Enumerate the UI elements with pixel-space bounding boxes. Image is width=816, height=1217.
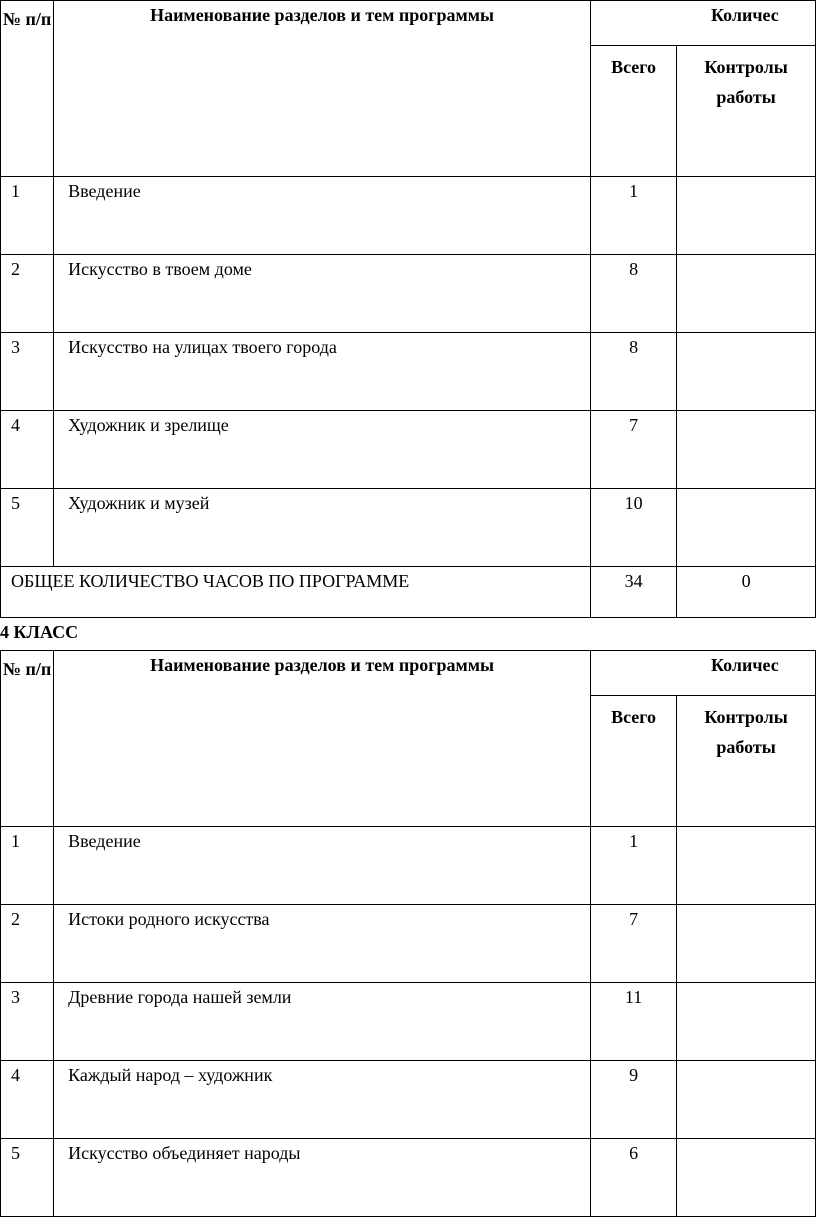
table-row (1, 411, 816, 489)
total-ctrl: 0 (677, 567, 816, 618)
row-num: 2 (1, 905, 54, 983)
table-row (1, 983, 816, 1061)
row-ctrl (677, 1061, 816, 1139)
header-all: Всего (591, 696, 677, 827)
table-row (1, 333, 816, 411)
row-all: 10 (591, 489, 677, 567)
row-all: 1 (591, 827, 677, 905)
row-num: 3 (1, 983, 54, 1061)
table-row (1, 1061, 816, 1139)
row-ctrl (677, 177, 816, 255)
header-ctrl: Контролы работы (677, 46, 816, 177)
table-row (1, 1139, 816, 1217)
row-name: Каждый народ – художник (54, 1061, 591, 1139)
row-num: 5 (1, 1139, 54, 1217)
row-all: 11 (591, 983, 677, 1061)
row-name: Введение (54, 827, 591, 905)
row-num: 4 (1, 411, 54, 489)
header-all: Всего (591, 46, 677, 177)
row-all: 7 (591, 411, 677, 489)
row-ctrl (677, 255, 816, 333)
table-row (1, 905, 816, 983)
row-name: Введение (54, 177, 591, 255)
row-num: 1 (1, 827, 54, 905)
header-num: № п/п (1, 651, 54, 827)
header-name: Наименование разделов и тем программы (54, 651, 591, 827)
row-num: 3 (1, 333, 54, 411)
section-title: 4 КЛАСС (0, 622, 79, 642)
table-row (1, 177, 816, 255)
header-num: № п/п (1, 1, 54, 177)
table-row (1, 489, 816, 567)
header-qty: Количес (591, 1, 816, 46)
row-num: 4 (1, 1061, 54, 1139)
row-all: 6 (591, 1139, 677, 1217)
row-name: Художник и музей (54, 489, 591, 567)
row-name: Искусство в твоем доме (54, 255, 591, 333)
row-all: 1 (591, 177, 677, 255)
row-ctrl (677, 333, 816, 411)
row-num: 1 (1, 177, 54, 255)
program-table-2 (0, 650, 816, 1217)
header-name: Наименование разделов и тем программы (54, 1, 591, 177)
row-ctrl (677, 411, 816, 489)
row-ctrl (677, 905, 816, 983)
row-name: Искусство на улицах твоего города (54, 333, 591, 411)
header-qty: Количес (591, 651, 816, 696)
row-ctrl (677, 827, 816, 905)
row-name: Древние города нашей земли (54, 983, 591, 1061)
total-label: ОБЩЕЕ КОЛИЧЕСТВО ЧАСОВ ПО ПРОГРАММЕ (1, 567, 591, 618)
table-row (1, 255, 816, 333)
row-all: 7 (591, 905, 677, 983)
row-ctrl (677, 489, 816, 567)
row-ctrl (677, 983, 816, 1061)
row-all: 9 (591, 1061, 677, 1139)
table-row (1, 827, 816, 905)
total-all: 34 (591, 567, 677, 618)
row-ctrl (677, 1139, 816, 1217)
header-ctrl: Контролы работы (677, 696, 816, 827)
total-row (1, 567, 816, 618)
row-all: 8 (591, 333, 677, 411)
row-name: Истоки родного искусства (54, 905, 591, 983)
row-num: 2 (1, 255, 54, 333)
row-name: Художник и зрелище (54, 411, 591, 489)
row-name: Искусство объединяет народы (54, 1139, 591, 1217)
row-num: 5 (1, 489, 54, 567)
row-all: 8 (591, 255, 677, 333)
